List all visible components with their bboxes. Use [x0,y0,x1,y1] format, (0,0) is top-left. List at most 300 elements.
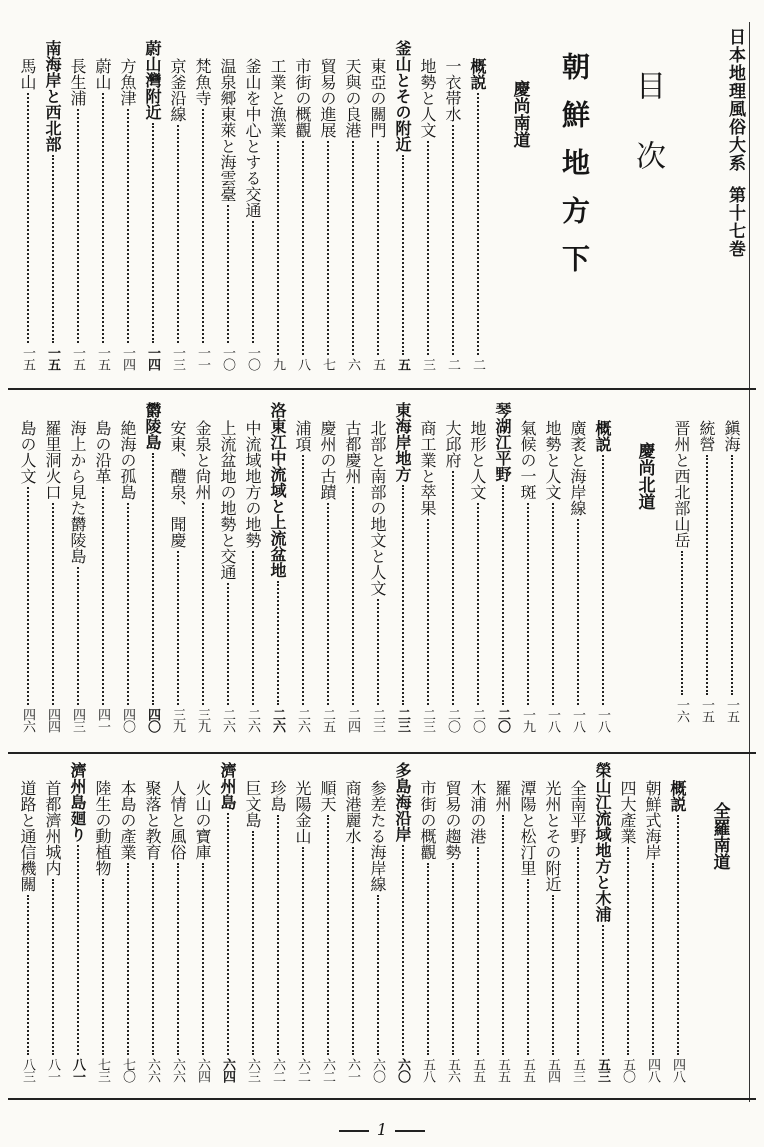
toc-entry-page: 五六 [445,1058,460,1082]
toc-entry-page: 六四 [220,1058,235,1082]
series-header [723,28,748,258]
toc-entry-page: 一五 [20,346,35,370]
toc-entry-page: 五五 [520,1058,535,1082]
toc-entry [565,762,590,1082]
toc-entry-label: 珍島 [268,780,287,812]
toc-entry-page: 三九 [195,708,210,732]
toc-entry [90,40,115,370]
section-heading: 全羅南道 [709,802,730,870]
toc-entry-page: 一五 [724,698,739,722]
toc-subheading-entry [40,40,65,370]
leader-dots [177,125,179,343]
leader-dots [177,551,179,705]
leader-dots [402,155,404,355]
toc-entry [440,40,465,370]
toc-entry-label: 本島の產業 [118,780,137,860]
toc-entry [140,762,165,1082]
toc-entry-page: 五三 [570,1058,585,1082]
toc-entry-label: 羅州 [493,780,512,812]
band-divider-3 [8,1098,756,1100]
toc-subheading-entry [590,762,615,1082]
toc-entry-label: 慶州の古蹟 [318,420,337,500]
toc-entry [669,402,694,722]
toc-entry [540,402,565,732]
toc-entry [365,762,390,1082]
toc-entry [694,402,719,722]
toc-entry [240,402,265,732]
toc-entry-page: 一八 [595,708,610,732]
toc-entry [590,402,615,732]
toc-entry-page: 六六 [170,1058,185,1082]
toc-entry-label: 巨文島 [243,780,262,828]
toc-entry-label: 順天 [318,780,337,812]
toc-entry-page: 八一 [70,1058,85,1082]
toc-entry [465,762,490,1082]
toc-entry-label: 南海岸と西北部 [43,40,62,152]
toc-entry [115,402,140,732]
toc-band-1 [18,40,544,375]
toc-entry [115,40,140,370]
leader-dots [477,93,479,355]
page-number: 1 [376,1120,388,1139]
toc-entry-label: 概説 [468,58,487,90]
leader-dots [52,503,54,705]
toc-entry-page: 四八 [645,1058,660,1082]
footer-dash-right [395,1130,425,1132]
toc-entry-page: 五 [370,358,385,370]
toc-entry-page: 二 [470,358,485,370]
toc-entry [40,762,65,1082]
leader-dots [77,109,79,343]
toc-entry-page: 六二 [295,1058,310,1082]
toc-entry [415,40,440,370]
toc-entry-label: 榮山江流域地方と木浦 [593,762,612,922]
toc-entry-label: 道路と通信機關 [18,780,37,892]
leader-dots [127,503,129,705]
toc-entry-page: 七 [320,358,335,370]
leader-dots [102,879,104,1055]
leader-dots [706,455,708,695]
leader-dots [327,503,329,705]
leader-dots [527,879,529,1055]
toc-entry-page: 五〇 [620,1058,635,1082]
toc-entry-page: 四八 [670,1058,685,1082]
toc-entry [315,402,340,732]
book-title: 朝鮮地方下 [558,52,591,292]
leader-dots [302,455,304,705]
band-divider-1 [8,388,756,390]
leader-dots [652,863,654,1055]
toc-entry-label: 火山の寶庫 [193,780,212,860]
toc-entry-page: 四〇 [145,708,160,732]
toc-entry-label: 参差たる海岸線 [368,780,387,892]
toc-entry-label: 貿易の趨勢 [443,780,462,860]
toc-entry-page: 六一 [345,1058,360,1082]
toc-entry [290,402,315,732]
toc-entry-page: 五八 [420,1058,435,1082]
toc-entry [515,402,540,732]
toc-entry-page: 二〇 [495,708,510,732]
toc-entry-page: 四一 [95,708,110,732]
toc-entry-page: 一〇 [220,346,235,370]
toc-subheading-entry [140,40,165,370]
toc-entry [65,40,90,370]
leader-dots [202,109,204,343]
volume-number: 第十七巻 [725,186,745,258]
toc-entry-page: 七三 [95,1058,110,1082]
leader-dots [152,863,154,1055]
leader-dots [152,123,154,343]
toc-entry [615,762,640,1082]
toc-entry [190,762,215,1082]
toc-entry-label: 方魚津 [118,58,137,106]
toc-entry-page: 二三 [370,708,385,732]
toc-entry-page: 八一 [45,1058,60,1082]
toc-entry [490,762,515,1082]
toc-entry-label: 統營 [697,420,716,452]
toc-entry-page: 二三 [420,708,435,732]
leader-dots [102,93,104,343]
toc-entry-label: 市街の概觀 [293,58,312,138]
toc-entry-page: 一四 [120,346,135,370]
leader-dots [352,141,354,355]
toc-entry [640,762,665,1082]
leader-dots [427,863,429,1055]
leader-dots [427,519,429,705]
leader-dots [602,455,604,705]
toc-entry-page: 一五 [95,346,110,370]
toc-entry-page: 六二 [270,1058,285,1082]
leader-dots [77,567,79,705]
toc-entry-label: 浦項 [293,420,312,452]
toc-entry-label: 大邱府 [443,420,462,468]
leader-dots [127,109,129,343]
toc-entry-label: 金泉と尙州 [193,420,212,500]
toc-entry [315,40,340,370]
toc-entry-label: 北部と南部の地文と人文 [368,420,387,596]
toc-entry-label: 光州とその附近 [543,780,562,892]
toc-subheading-entry [215,762,240,1082]
leader-dots [377,141,379,355]
toc-entry [40,402,65,732]
leader-dots [302,847,304,1055]
toc-entry-label: 四大產業 [618,780,637,844]
toc-entry-label: 濟州島廻り [68,762,87,842]
leader-dots [377,599,379,705]
toc-entry-page: 二三 [395,708,410,732]
toc-entry-label: 梵魚寺 [193,58,212,106]
toc-entry-label: 貿易の進展 [318,58,337,138]
toc-entry-label: 羅里洞火口 [43,420,62,500]
toc-entry-label: 多島海沿岸 [393,762,412,842]
band-divider-2 [8,752,756,754]
toc-entry-label: 潭陽と松汀里 [518,780,537,876]
toc-entry-label: 中流域地方の地勢 [243,420,262,548]
leader-dots [502,485,504,705]
toc-entry-page: 六三 [245,1058,260,1082]
section-heading: 慶尚北道 [634,442,655,510]
leader-dots [552,503,554,705]
toc-entry [365,402,390,732]
page-number-footer [0,1120,764,1139]
leader-dots [152,453,154,705]
leader-dots [627,847,629,1055]
toc-entry-label: 洛東江中流域と上流盆地 [268,402,287,578]
toc-entry-page: 一五 [70,346,85,370]
toc-entry-label: 釜山とその附近 [393,40,412,152]
leader-dots [502,815,504,1055]
toc-entry-page: 五五 [470,1058,485,1082]
toc-entry-page: 二六 [295,708,310,732]
toc-entry [719,402,744,722]
leader-dots [452,471,454,705]
toc-entry [465,40,490,370]
toc-entry [165,402,190,732]
toc-entry [290,40,315,370]
toc-entry-label: 全南平野 [568,780,587,844]
toc-entry-page: 一八 [570,708,585,732]
toc-entry-label: 氣候の一斑 [518,420,537,500]
leader-dots [402,485,404,705]
leader-dots [202,863,204,1055]
leader-dots [77,845,79,1055]
toc-entry [440,762,465,1082]
toc-entry-page: 六〇 [395,1058,410,1082]
toc-entry [290,762,315,1082]
toc-entry-page: 六六 [145,1058,160,1082]
toc-entry [665,762,690,1082]
leader-dots [252,221,254,343]
toc-entry-page: 二六 [270,708,285,732]
toc-entry-page: 四四 [45,708,60,732]
leader-dots [352,847,354,1055]
toc-entry [540,762,565,1082]
toc-entry [190,40,215,370]
toc-entry-label: 温泉郷東萊と海雲臺 [218,58,237,202]
toc-entry-label: 木浦の港 [468,780,487,844]
toc-entry-page: 二六 [220,708,235,732]
series-title: 日本地理風俗大系 [725,28,745,172]
toc-entry-page: 二四 [345,708,360,732]
toc-entry [465,402,490,732]
toc-entry [165,40,190,370]
leader-dots [127,863,129,1055]
toc-entry-page: 二〇 [470,708,485,732]
toc-entry-label: 長生浦 [68,58,87,106]
toc-entry [240,40,265,370]
toc-entry-label: 商港麗水 [343,780,362,844]
toc-subheading-entry [390,402,415,732]
toc-entry [15,762,40,1082]
leader-dots [277,141,279,355]
leader-dots [27,93,29,343]
leader-dots [177,863,179,1055]
leader-dots [327,141,329,355]
toc-entry-page: 二〇 [445,708,460,732]
leader-dots [227,813,229,1055]
toc-entry-page: 五 [395,358,410,370]
toc-entry-page: 四〇 [120,708,135,732]
toc-entry-page: 二五 [320,708,335,732]
toc-entry-label: 上流盆地の地勢と交通 [218,420,237,580]
leader-dots [602,925,604,1055]
leader-dots [452,125,454,355]
leader-dots [681,551,683,695]
section-heading: 慶尚南道 [509,80,530,148]
toc-entry-page: 一五 [699,698,714,722]
toc-entry-page: 六二 [320,1058,335,1082]
toc-entry-label: 蔚山灣附近 [143,40,162,120]
leader-dots [477,847,479,1055]
toc-entry [315,762,340,1082]
toc-entry [365,40,390,370]
toc-entry-page: 七〇 [120,1058,135,1082]
leader-dots [302,141,304,355]
toc-entry-label: 市街の概觀 [418,780,437,860]
toc-entry-page: 一九 [520,708,535,732]
toc-band-3 [14,762,744,1087]
toc-entry-label: 一衣帯水 [443,58,462,122]
toc-entry [415,762,440,1082]
toc-subheading-entry [490,402,515,732]
toc-entry-label: 地勢と人文 [543,420,562,500]
toc-entry [165,762,190,1082]
toc-band-2 [14,402,744,737]
toc-entry-page: 五五 [495,1058,510,1082]
leader-dots [27,895,29,1055]
toc-entry-label: 地形と人文 [468,420,487,500]
toc-entry-label: 島の人文 [18,420,37,484]
toc-entry [15,40,40,370]
toc-entry [515,762,540,1082]
toc-entry [215,40,240,370]
leader-dots [477,503,479,705]
leader-dots [377,895,379,1055]
toc-entry-page: 八三 [20,1058,35,1082]
leader-dots [577,519,579,705]
toc-entry-label: 商工業と萃果 [418,420,437,516]
toc-entry-page: 一三 [170,346,185,370]
leader-dots [527,503,529,705]
leader-dots [427,141,429,355]
toc-subheading-entry [65,762,90,1082]
leader-dots [277,581,279,705]
leader-dots [277,815,279,1055]
toc-subheading-entry [140,402,165,732]
toc-entry-label: 濟州島 [218,762,237,810]
toc-entry [240,762,265,1082]
toc-entry-label: 東海岸地方 [393,402,412,482]
leader-dots [52,155,54,343]
toc-entry-label: 琴湖江平野 [493,402,512,482]
leader-dots [552,895,554,1055]
toc-entry [115,762,140,1082]
toc-entry-label: 島の沿革 [93,420,112,484]
footer-dash-left [339,1130,369,1132]
toc-entry-label: 人情と風俗 [168,780,187,860]
toc-entry-page: 二六 [245,708,260,732]
toc-entry-label: 海上から見た欝陵島 [68,420,87,564]
toc-entry-label: 工業と漁業 [268,58,287,138]
toc-entry-page: 三九 [170,708,185,732]
toc-entry-label: 絶海の孤島 [118,420,137,500]
toc-entry-page: 一一 [195,346,210,370]
leader-dots [102,487,104,705]
toc-entry [265,40,290,370]
toc-entry [215,402,240,732]
toc-entry-label: 安東、醴泉、聞慶 [168,420,187,548]
toc-entry [440,402,465,732]
toc-entry-label: 鎭海 [722,420,741,452]
toc-entry [190,402,215,732]
toc-entry [565,402,590,732]
toc-entry-page: 四三 [70,708,85,732]
toc-entry-page: 九 [270,358,285,370]
toc-entry-page: 六 [345,358,360,370]
leader-dots [52,879,54,1055]
toc-entry-page: 一八 [545,708,560,732]
toc-subheading-entry [265,402,290,732]
toc-entry [15,402,40,732]
leader-dots [402,845,404,1055]
toc-entry-label: 晋州と西北部山岳 [672,420,691,548]
leader-dots [327,815,329,1055]
toc-entry [90,402,115,732]
toc-entry [65,402,90,732]
leader-dots [227,205,229,343]
leader-dots [452,863,454,1055]
leader-dots [227,583,229,705]
toc-entry-page: 五四 [545,1058,560,1082]
toc-entry-label: 陸生の動植物 [93,780,112,876]
toc-entry [340,762,365,1082]
toc-entry-page: 一五 [45,346,60,370]
toc-entry-label: 京釜沿線 [168,58,187,122]
toc-entry-page: 一〇 [245,346,260,370]
toc-entry-label: 概説 [668,780,687,812]
toc-entry-label: 天與の良港 [343,58,362,138]
toc-title: 目次 [630,70,665,210]
toc-entry-label: 古都慶州 [343,420,362,484]
toc-entry [340,402,365,732]
toc-entry-page: 一六 [674,698,689,722]
toc-entry [90,762,115,1082]
toc-entry-label: 釜山を中心とする交通 [243,58,262,218]
leader-dots [202,503,204,705]
toc-entry-page: 六四 [195,1058,210,1082]
leader-dots [577,847,579,1055]
toc-entry-label: 首都濟州城内 [43,780,62,876]
toc-entry-page: 五三 [595,1058,610,1082]
toc-entry-label: 朝鮮式海岸 [643,780,662,860]
toc-entry-page: 一四 [145,346,160,370]
toc-subheading-entry [390,762,415,1082]
toc-entry-label: 光陽金山 [293,780,312,844]
leader-dots [352,487,354,705]
toc-entry-page: 四六 [20,708,35,732]
toc-entry-label: 聚落と教育 [143,780,162,860]
toc-entry [340,40,365,370]
toc-entry [265,762,290,1082]
leader-dots [731,455,733,695]
toc-entry-label: 東亞の關門 [368,58,387,138]
toc-subheading-entry [390,40,415,370]
toc-entry-label: 廣袤と海岸線 [568,420,587,516]
leader-dots [252,551,254,705]
toc-entry-page: 八 [295,358,310,370]
toc-entry-label: 馬山 [18,58,37,90]
toc-entry-page: 二 [445,358,460,370]
